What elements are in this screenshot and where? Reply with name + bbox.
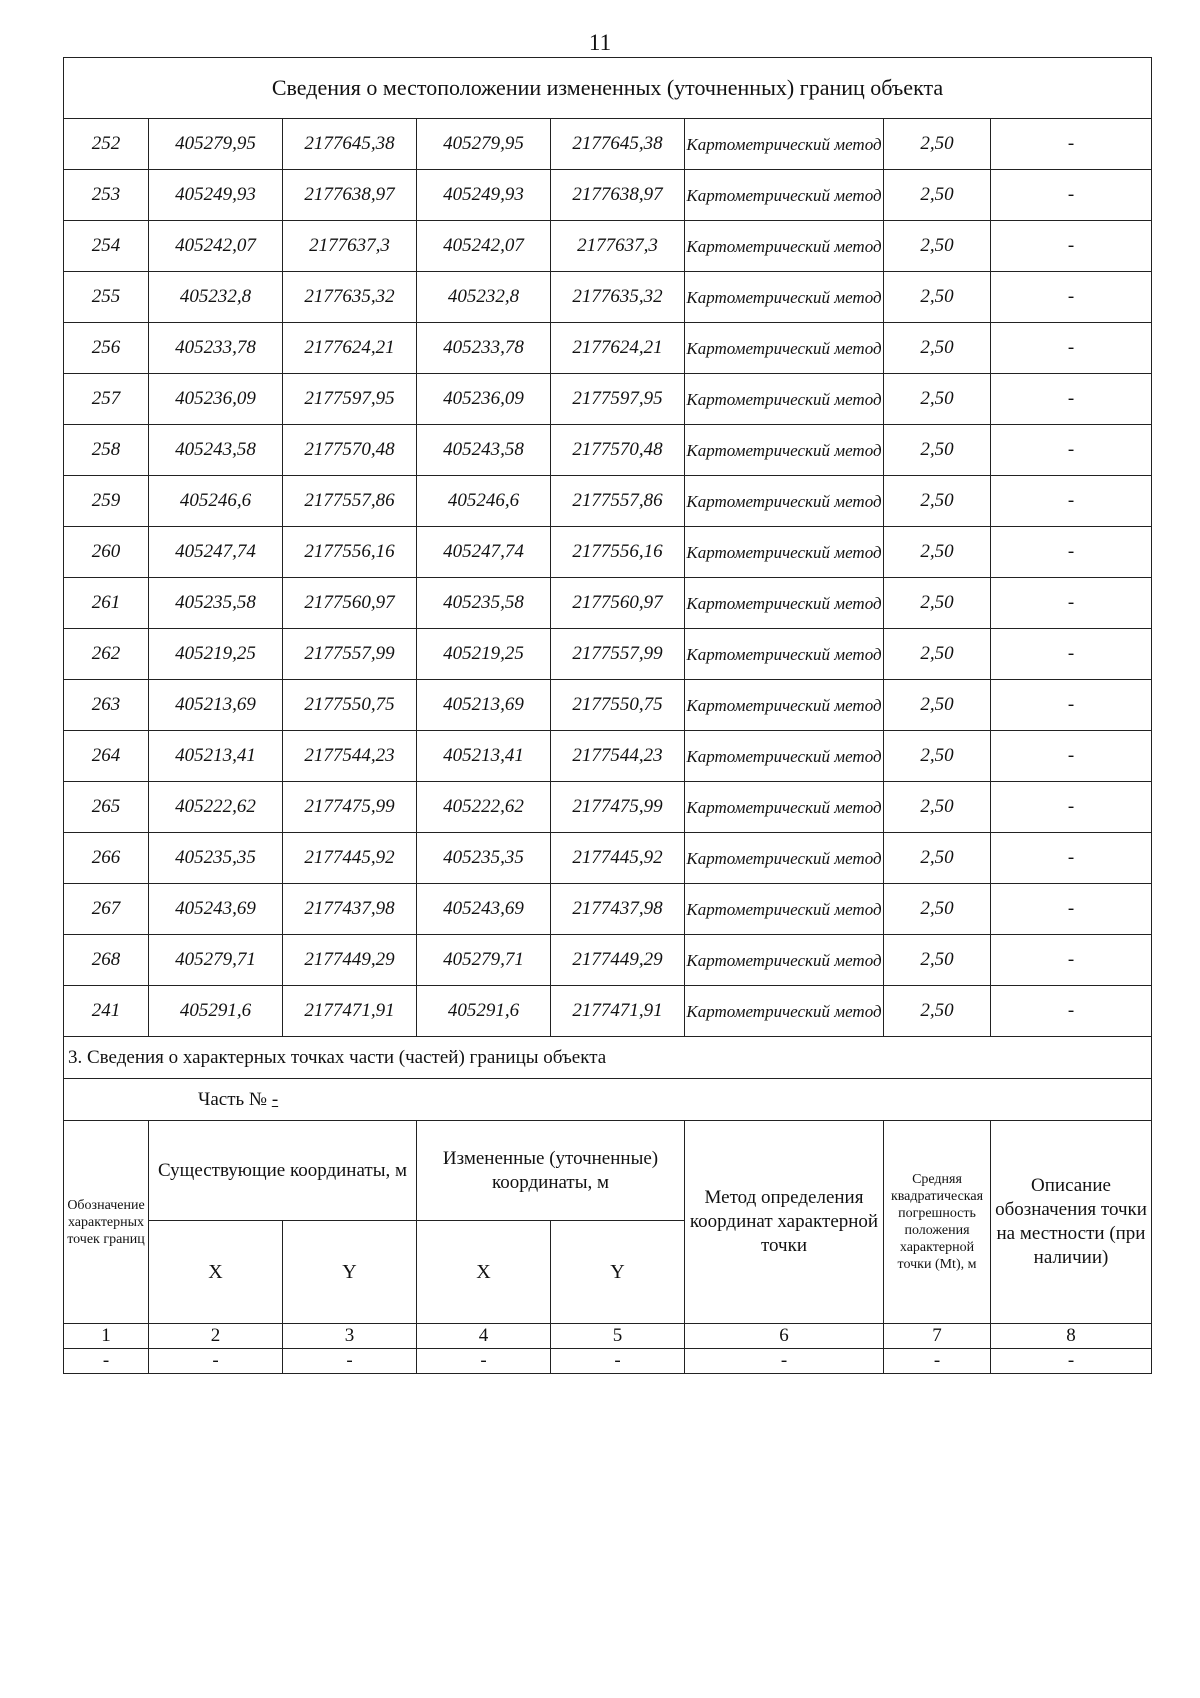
boundary-table	[63, 57, 1152, 1374]
cell-mt: 2,50	[884, 170, 991, 221]
cell-existing-y: 2177445,92	[283, 833, 417, 884]
table-row	[64, 935, 1152, 986]
cell-changed-x: 405213,41	[417, 731, 551, 782]
part-number-row	[64, 1079, 1152, 1121]
table-row	[64, 629, 1152, 680]
cell-existing-y: 2177449,29	[283, 935, 417, 986]
cell-changed-x: 405279,71	[417, 935, 551, 986]
cell-changed-x: 405219,25	[417, 629, 551, 680]
cell-existing-y: 2177645,38	[283, 119, 417, 170]
column-number: 7	[884, 1324, 991, 1349]
cell-changed-y: 2177544,23	[551, 731, 685, 782]
cell-point-number: 266	[64, 833, 149, 884]
header-changed-x: X	[417, 1221, 551, 1324]
cell-point-number: 268	[64, 935, 149, 986]
header-description: Описание обозначения точки на местности (при наличии)	[991, 1121, 1152, 1324]
cell-description: -	[991, 272, 1152, 323]
cell-point-number: 259	[64, 476, 149, 527]
cell-description: -	[991, 578, 1152, 629]
cell-point-number: 261	[64, 578, 149, 629]
cell-mt: 2,50	[884, 578, 991, 629]
table-row	[64, 782, 1152, 833]
cell-changed-y: 2177445,92	[551, 833, 685, 884]
cell-changed-x: 405243,69	[417, 884, 551, 935]
column-number: 2	[149, 1324, 283, 1349]
part-value: -	[271, 1088, 279, 1110]
cell-method: Картометрический метод	[685, 323, 884, 374]
cell-existing-y: 2177624,21	[283, 323, 417, 374]
table-row	[64, 527, 1152, 578]
cell-existing-x: 405279,95	[149, 119, 283, 170]
cell-method: Картометрический метод	[685, 527, 884, 578]
cell-mt: 2,50	[884, 527, 991, 578]
cell-method: Картометрический метод	[685, 731, 884, 782]
cell-changed-y: 2177437,98	[551, 884, 685, 935]
cell-mt: 2,50	[884, 935, 991, 986]
cell-mt: 2,50	[884, 374, 991, 425]
cell-description: -	[991, 935, 1152, 986]
cell-changed-y: 2177449,29	[551, 935, 685, 986]
cell-mt: 2,50	[884, 476, 991, 527]
cell-point-number: 258	[64, 425, 149, 476]
cell-existing-y: 2177556,16	[283, 527, 417, 578]
cell-mt: 2,50	[884, 323, 991, 374]
cell-method: Картометрический метод	[685, 629, 884, 680]
cell-description: -	[991, 833, 1152, 884]
cell-changed-x: 405243,58	[417, 425, 551, 476]
cell-point-number: 256	[64, 323, 149, 374]
header-changed-y: Y	[551, 1221, 685, 1324]
cell-description: -	[991, 884, 1152, 935]
cell-existing-y: 2177560,97	[283, 578, 417, 629]
cell-existing-y: 2177550,75	[283, 680, 417, 731]
cell-existing-y: 2177471,91	[283, 986, 417, 1037]
cell-existing-x: 405235,58	[149, 578, 283, 629]
column-number: 3	[283, 1324, 417, 1349]
cell-changed-x: 405279,95	[417, 119, 551, 170]
cell-method: Картометрический метод	[685, 272, 884, 323]
cell-changed-y: 2177638,97	[551, 170, 685, 221]
cell-changed-y: 2177597,95	[551, 374, 685, 425]
cell-existing-y: 2177557,99	[283, 629, 417, 680]
cell-changed-x: 405249,93	[417, 170, 551, 221]
column-number: 1	[64, 1324, 149, 1349]
table-title: Сведения о местоположении измененных (уточненных) границ объекта	[64, 58, 1152, 119]
cell-description: -	[991, 119, 1152, 170]
empty-cell: -	[991, 1349, 1152, 1374]
empty-cell: -	[64, 1349, 149, 1374]
cell-description: -	[991, 986, 1152, 1037]
cell-existing-x: 405235,35	[149, 833, 283, 884]
cell-changed-y: 2177560,97	[551, 578, 685, 629]
cell-existing-x: 405246,6	[149, 476, 283, 527]
cell-existing-y: 2177638,97	[283, 170, 417, 221]
cell-method: Картометрический метод	[685, 578, 884, 629]
cell-changed-x: 405232,8	[417, 272, 551, 323]
cell-point-number: 253	[64, 170, 149, 221]
cell-existing-x: 405249,93	[149, 170, 283, 221]
cell-existing-x: 405243,69	[149, 884, 283, 935]
cell-existing-y: 2177475,99	[283, 782, 417, 833]
cell-changed-y: 2177645,38	[551, 119, 685, 170]
column-number: 6	[685, 1324, 884, 1349]
cell-mt: 2,50	[884, 884, 991, 935]
cell-mt: 2,50	[884, 119, 991, 170]
cell-description: -	[991, 170, 1152, 221]
column-number: 4	[417, 1324, 551, 1349]
cell-existing-x: 405242,07	[149, 221, 283, 272]
cell-mt: 2,50	[884, 731, 991, 782]
cell-existing-x: 405232,8	[149, 272, 283, 323]
cell-changed-x: 405235,35	[417, 833, 551, 884]
cell-point-number: 265	[64, 782, 149, 833]
cell-changed-y: 2177637,3	[551, 221, 685, 272]
part-label: Часть №	[198, 1088, 268, 1110]
cell-description: -	[991, 527, 1152, 578]
table-row	[64, 425, 1152, 476]
cell-changed-x: 405222,62	[417, 782, 551, 833]
cell-existing-x: 405247,74	[149, 527, 283, 578]
cell-changed-x: 405291,6	[417, 986, 551, 1037]
cell-method: Картометрический метод	[685, 119, 884, 170]
cell-existing-y: 2177557,86	[283, 476, 417, 527]
cell-existing-y: 2177637,3	[283, 221, 417, 272]
empty-cell: -	[884, 1349, 991, 1374]
cell-changed-x: 405213,69	[417, 680, 551, 731]
cell-existing-y: 2177635,32	[283, 272, 417, 323]
cell-method: Картометрический метод	[685, 374, 884, 425]
cell-point-number: 254	[64, 221, 149, 272]
cell-existing-x: 405291,6	[149, 986, 283, 1037]
section-3-title: 3. Сведения о характерных точках части (частей) границы объекта	[64, 1037, 1152, 1079]
cell-point-number: 262	[64, 629, 149, 680]
cell-mt: 2,50	[884, 272, 991, 323]
cell-mt: 2,50	[884, 629, 991, 680]
cell-changed-x: 405236,09	[417, 374, 551, 425]
empty-data-row	[64, 1349, 1152, 1374]
cell-changed-y: 2177570,48	[551, 425, 685, 476]
cell-method: Картометрический метод	[685, 782, 884, 833]
empty-cell: -	[417, 1349, 551, 1374]
cell-existing-x: 405222,62	[149, 782, 283, 833]
cell-description: -	[991, 680, 1152, 731]
cell-method: Картометрический метод	[685, 680, 884, 731]
cell-description: -	[991, 782, 1152, 833]
cell-existing-x: 405279,71	[149, 935, 283, 986]
cell-mt: 2,50	[884, 782, 991, 833]
empty-cell: -	[149, 1349, 283, 1374]
cell-point-number: 257	[64, 374, 149, 425]
cell-existing-x: 405233,78	[149, 323, 283, 374]
table-row	[64, 170, 1152, 221]
header-existing-x: X	[149, 1221, 283, 1324]
column-numbers-row	[64, 1324, 1152, 1349]
cell-description: -	[991, 476, 1152, 527]
cell-method: Картометрический метод	[685, 221, 884, 272]
cell-method: Картометрический метод	[685, 935, 884, 986]
table-row	[64, 578, 1152, 629]
table-row	[64, 884, 1152, 935]
cell-point-number: 264	[64, 731, 149, 782]
cell-existing-y: 2177544,23	[283, 731, 417, 782]
table-row	[64, 731, 1152, 782]
header-method: Метод определения координат характерной точки	[685, 1121, 884, 1324]
cell-changed-x: 405235,58	[417, 578, 551, 629]
cell-method: Картометрический метод	[685, 986, 884, 1037]
cell-changed-x: 405246,6	[417, 476, 551, 527]
cell-changed-y: 2177557,99	[551, 629, 685, 680]
table-row	[64, 119, 1152, 170]
cell-point-number: 241	[64, 986, 149, 1037]
cell-mt: 2,50	[884, 221, 991, 272]
table-row	[64, 374, 1152, 425]
cell-description: -	[991, 221, 1152, 272]
cell-changed-x: 405233,78	[417, 323, 551, 374]
cell-point-number: 255	[64, 272, 149, 323]
cell-method: Картометрический метод	[685, 884, 884, 935]
cell-point-number: 267	[64, 884, 149, 935]
page-number: 11	[588, 30, 612, 55]
cell-description: -	[991, 374, 1152, 425]
cell-changed-y: 2177475,99	[551, 782, 685, 833]
cell-changed-x: 405242,07	[417, 221, 551, 272]
cell-changed-y: 2177635,32	[551, 272, 685, 323]
cell-existing-x: 405213,41	[149, 731, 283, 782]
header-existing-y: Y	[283, 1221, 417, 1324]
empty-cell: -	[685, 1349, 884, 1374]
table-row	[64, 323, 1152, 374]
cell-changed-y: 2177471,91	[551, 986, 685, 1037]
cell-changed-y: 2177624,21	[551, 323, 685, 374]
cell-description: -	[991, 731, 1152, 782]
empty-cell: -	[283, 1349, 417, 1374]
cell-method: Картометрический метод	[685, 833, 884, 884]
cell-existing-y: 2177570,48	[283, 425, 417, 476]
cell-method: Картометрический метод	[685, 170, 884, 221]
cell-description: -	[991, 323, 1152, 374]
cell-description: -	[991, 425, 1152, 476]
header-mt: Средняя квадратическая погрешность положения характерной точки (Mt), м	[884, 1121, 991, 1324]
table-row	[64, 680, 1152, 731]
cell-existing-x: 405243,58	[149, 425, 283, 476]
table-row	[64, 986, 1152, 1037]
table-row	[64, 833, 1152, 884]
cell-method: Картометрический метод	[685, 476, 884, 527]
cell-existing-y: 2177437,98	[283, 884, 417, 935]
cell-changed-y: 2177556,16	[551, 527, 685, 578]
table-row	[64, 221, 1152, 272]
column-number: 5	[551, 1324, 685, 1349]
cell-existing-x: 405236,09	[149, 374, 283, 425]
cell-method: Картометрический метод	[685, 425, 884, 476]
cell-changed-y: 2177557,86	[551, 476, 685, 527]
empty-cell: -	[551, 1349, 685, 1374]
cell-mt: 2,50	[884, 680, 991, 731]
table-row	[64, 476, 1152, 527]
cell-point-number: 252	[64, 119, 149, 170]
cell-existing-x: 405213,69	[149, 680, 283, 731]
cell-description: -	[991, 629, 1152, 680]
header-designation: Обозначение характерных точек границ	[64, 1121, 149, 1324]
cell-mt: 2,50	[884, 425, 991, 476]
cell-existing-x: 405219,25	[149, 629, 283, 680]
column-number: 8	[991, 1324, 1152, 1349]
header-changed-coords: Измененные (уточненные) координаты, м	[417, 1121, 685, 1221]
header-existing-coords: Существующие координаты, м	[149, 1121, 417, 1221]
cell-mt: 2,50	[884, 986, 991, 1037]
cell-changed-x: 405247,74	[417, 527, 551, 578]
cell-existing-y: 2177597,95	[283, 374, 417, 425]
cell-mt: 2,50	[884, 833, 991, 884]
cell-point-number: 260	[64, 527, 149, 578]
table-row	[64, 272, 1152, 323]
cell-point-number: 263	[64, 680, 149, 731]
cell-changed-y: 2177550,75	[551, 680, 685, 731]
